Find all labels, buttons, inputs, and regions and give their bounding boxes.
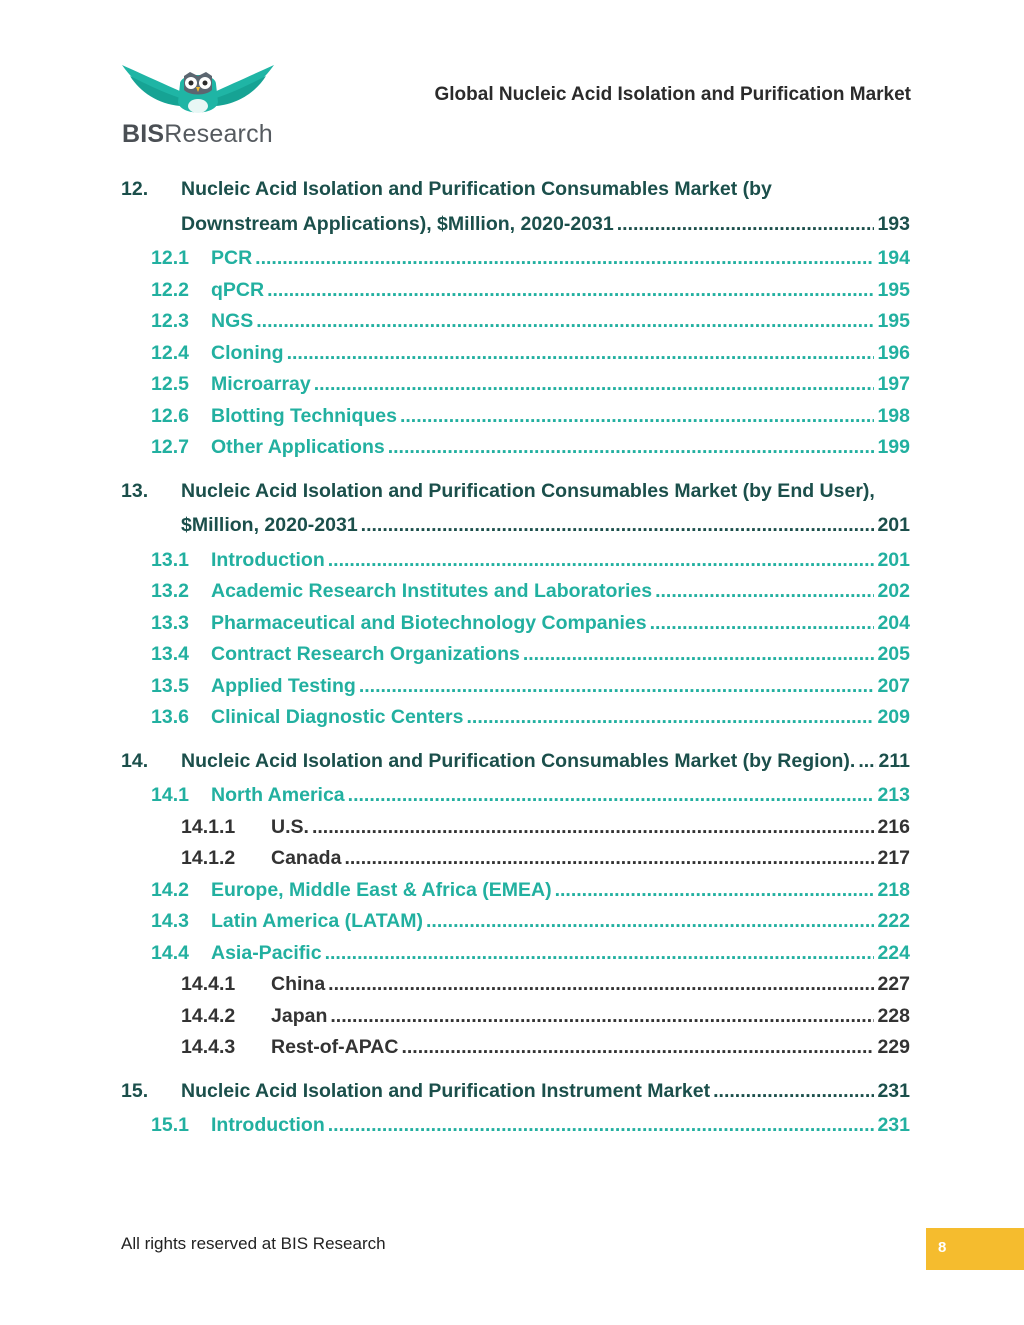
toc-entry[interactable] [151, 549, 910, 577]
toc-entry-title: U.S. [271, 815, 309, 838]
toc-dot-leader [328, 973, 874, 996]
toc-dot-leader [523, 643, 875, 666]
toc-entry[interactable] [181, 213, 910, 241]
toc-entry[interactable] [151, 910, 910, 938]
toc-dot-leader [330, 1005, 874, 1028]
toc-dot-leader [650, 612, 875, 635]
toc-entry[interactable] [151, 643, 910, 671]
toc-dot-leader [314, 373, 875, 396]
toc-entry-number: 12. [121, 178, 149, 200]
toc-entry[interactable] [151, 405, 910, 433]
toc-entry[interactable] [151, 706, 910, 734]
toc-entry[interactable] [151, 879, 910, 907]
toc-entry-number: 15.1 [151, 1114, 189, 1136]
toc-page-number: 209 [877, 706, 910, 728]
toc-entry-title: Canada [271, 847, 342, 869]
toc-page-number: 195 [877, 310, 910, 332]
toc-page-number: 231 [877, 1114, 910, 1136]
toc-entry-title: Japan [271, 1004, 328, 1027]
toc-dot-leader [287, 342, 875, 365]
toc-entry-number: 12.2 [151, 278, 189, 301]
toc-entry-line[interactable] [121, 480, 910, 508]
toc-entry-title: Other Applications [211, 436, 385, 458]
toc-dot-leader [361, 514, 875, 537]
toc-entry[interactable] [151, 1114, 910, 1142]
toc-entry[interactable] [151, 784, 910, 812]
toc-page-number: 195 [877, 278, 910, 301]
toc-entry-number: 14.4.3 [181, 1036, 236, 1058]
toc-dot-leader [256, 310, 874, 333]
toc-entry-number: 12.7 [151, 436, 189, 458]
toc-entry[interactable] [121, 750, 910, 778]
toc-entry-number: 14.4.1 [181, 973, 236, 995]
toc-page-number: 199 [877, 436, 910, 458]
toc-entry-title: Pharmaceutical and Biotechnology Companies [211, 611, 647, 634]
toc-entry-title: Contract Research Organizations [211, 643, 520, 665]
toc-entry-number: 12.6 [151, 404, 189, 427]
toc-entry-number: 12.1 [151, 247, 189, 269]
toc-entry-title: Nucleic Acid Isolation and Purification Consumables Market (by Region). [181, 749, 856, 772]
toc-entry-title: Downstream Applications), $Million, 2020-2031 [181, 212, 614, 235]
toc-page-number: 229 [877, 1036, 910, 1058]
toc-entry-title: qPCR [211, 278, 265, 301]
toc-page-number: 201 [877, 514, 910, 536]
toc-entry[interactable] [181, 1005, 910, 1033]
toc-dot-leader [328, 1114, 875, 1137]
toc-dot-leader [255, 247, 874, 270]
toc-entry[interactable] [181, 816, 910, 844]
toc-entry[interactable] [151, 310, 910, 338]
toc-dot-leader [655, 580, 874, 603]
toc-entry[interactable] [151, 580, 910, 608]
toc-entry-title: Introduction [211, 548, 325, 571]
toc-entry-title: Clinical Diagnostic Centers [211, 706, 464, 728]
toc-entry[interactable] [181, 847, 910, 875]
toc-dot-leader [359, 675, 875, 698]
toc-dot-leader [312, 816, 875, 839]
toc-entry-title: Latin America (LATAM) [211, 910, 423, 932]
toc-page-number: 194 [877, 247, 910, 269]
toc-entry[interactable] [151, 942, 910, 970]
footer-rights-text: All rights reserved at BIS Research [121, 1234, 386, 1253]
toc-entry[interactable] [151, 436, 910, 464]
toc-entry[interactable] [181, 514, 910, 542]
toc-dot-leader [426, 910, 874, 933]
toc-entry-number: 13.5 [151, 674, 189, 697]
toc-entry-title: Introduction [211, 1114, 325, 1136]
toc-entry-title: China [271, 973, 326, 995]
toc-entry-number: 14.4.2 [181, 1004, 236, 1027]
toc-page-number: 222 [877, 910, 910, 932]
toc-entry-title: Academic Research Institutes and Laboratories [211, 580, 653, 602]
toc-page-number: 228 [877, 1004, 910, 1027]
toc-dot-leader [388, 436, 875, 459]
toc-entry[interactable] [151, 612, 910, 640]
toc-entry-line[interactable] [121, 178, 910, 206]
toc-entry-number: 13.6 [151, 706, 189, 728]
toc-page-number: 217 [877, 847, 910, 869]
toc-page-number: 196 [877, 341, 910, 364]
toc-page-number: 231 [877, 1079, 910, 1102]
toc-dot-leader [555, 879, 875, 902]
toc-entry-title: NGS [211, 310, 254, 332]
toc-entry-number: 15. [121, 1079, 149, 1102]
toc-entry[interactable] [181, 1036, 910, 1064]
toc-entry-number: 14.1.1 [181, 815, 236, 838]
toc-entry-title: Nucleic Acid Isolation and Purification Instrument Market [181, 1079, 711, 1102]
toc-entry-title: $Million, 2020-2031 [181, 514, 358, 536]
toc-dot-leader [348, 784, 875, 807]
toc-page-number: 213 [877, 784, 910, 806]
toc-entry-number: 12.3 [151, 310, 189, 332]
toc-entry[interactable] [181, 973, 910, 1001]
toc-entry[interactable] [121, 1080, 910, 1108]
toc-entry-title: Applied Testing [211, 674, 356, 697]
toc-entry-title: Cloning [211, 341, 284, 364]
logo-wordmark: BISResearch [122, 120, 273, 148]
toc-page-number: 218 [877, 878, 910, 901]
toc-entry[interactable] [151, 342, 910, 370]
toc-dot-leader [713, 1080, 874, 1103]
toc-entry-title: Nucleic Acid Isolation and Purification Consumables Market (by End User), [181, 479, 875, 502]
toc-entry-title: Microarray [211, 373, 311, 395]
toc-entry-title: Asia-Pacific [211, 941, 322, 964]
toc-entry-number: 13.2 [151, 580, 189, 602]
toc-entry-title: Nucleic Acid Isolation and Purification Consumables Market (by [181, 178, 772, 200]
toc-page-number: 205 [877, 643, 910, 665]
toc-entry[interactable] [151, 247, 910, 275]
toc-dot-leader [858, 750, 875, 773]
toc-entry-title: PCR [211, 247, 253, 269]
toc-page-number: 197 [877, 373, 910, 395]
toc-entry[interactable] [151, 373, 910, 401]
document-header-title: Global Nucleic Acid Isolation and Purification Market [434, 84, 911, 105]
toc-entry-number: 13.4 [151, 643, 189, 665]
toc-entry-number: 13. [121, 479, 149, 502]
toc-entry[interactable] [151, 675, 910, 703]
toc-entry-number: 14.4 [151, 941, 189, 964]
toc-entry-title: Blotting Techniques [211, 404, 397, 427]
toc-entry-title: North America [211, 784, 345, 806]
toc-entry-number: 13.3 [151, 611, 189, 634]
toc-dot-leader [325, 942, 875, 965]
toc-page-number: 216 [877, 815, 910, 838]
toc-entry-number: 12.4 [151, 341, 189, 364]
toc-dot-leader [400, 405, 874, 428]
toc-entry-number: 14.2 [151, 878, 189, 901]
toc-page-number: 193 [877, 212, 910, 235]
toc-page-number: 202 [877, 580, 910, 602]
toc-entry-number: 13.1 [151, 548, 189, 571]
toc-dot-leader [466, 706, 874, 729]
toc-entry-title: Rest-of-APAC [271, 1036, 399, 1058]
toc-page-number: 201 [877, 548, 910, 571]
toc-dot-leader [401, 1036, 874, 1059]
toc-entry-title: Europe, Middle East & Africa (EMEA) [211, 878, 552, 901]
toc-page-number: 204 [877, 611, 910, 634]
toc-entry-number: 14. [121, 749, 149, 772]
toc-dot-leader [267, 279, 874, 302]
toc-page-number: 224 [877, 941, 910, 964]
toc-page-number: 227 [877, 973, 910, 995]
page-number-badge: 8 [926, 1228, 1024, 1270]
toc-entry-number: 14.1 [151, 784, 189, 806]
toc-entry-number: 12.5 [151, 373, 189, 395]
toc-entry[interactable] [151, 279, 910, 307]
toc-page-number: 211 [878, 749, 910, 772]
toc-dot-leader [344, 847, 874, 870]
toc-entry-number: 14.1.2 [181, 847, 236, 869]
toc-dot-leader [617, 213, 875, 236]
toc-page-number: 198 [877, 404, 910, 427]
toc-dot-leader [328, 549, 875, 572]
toc-entry-number: 14.3 [151, 910, 189, 932]
toc-page-number: 207 [877, 674, 910, 697]
